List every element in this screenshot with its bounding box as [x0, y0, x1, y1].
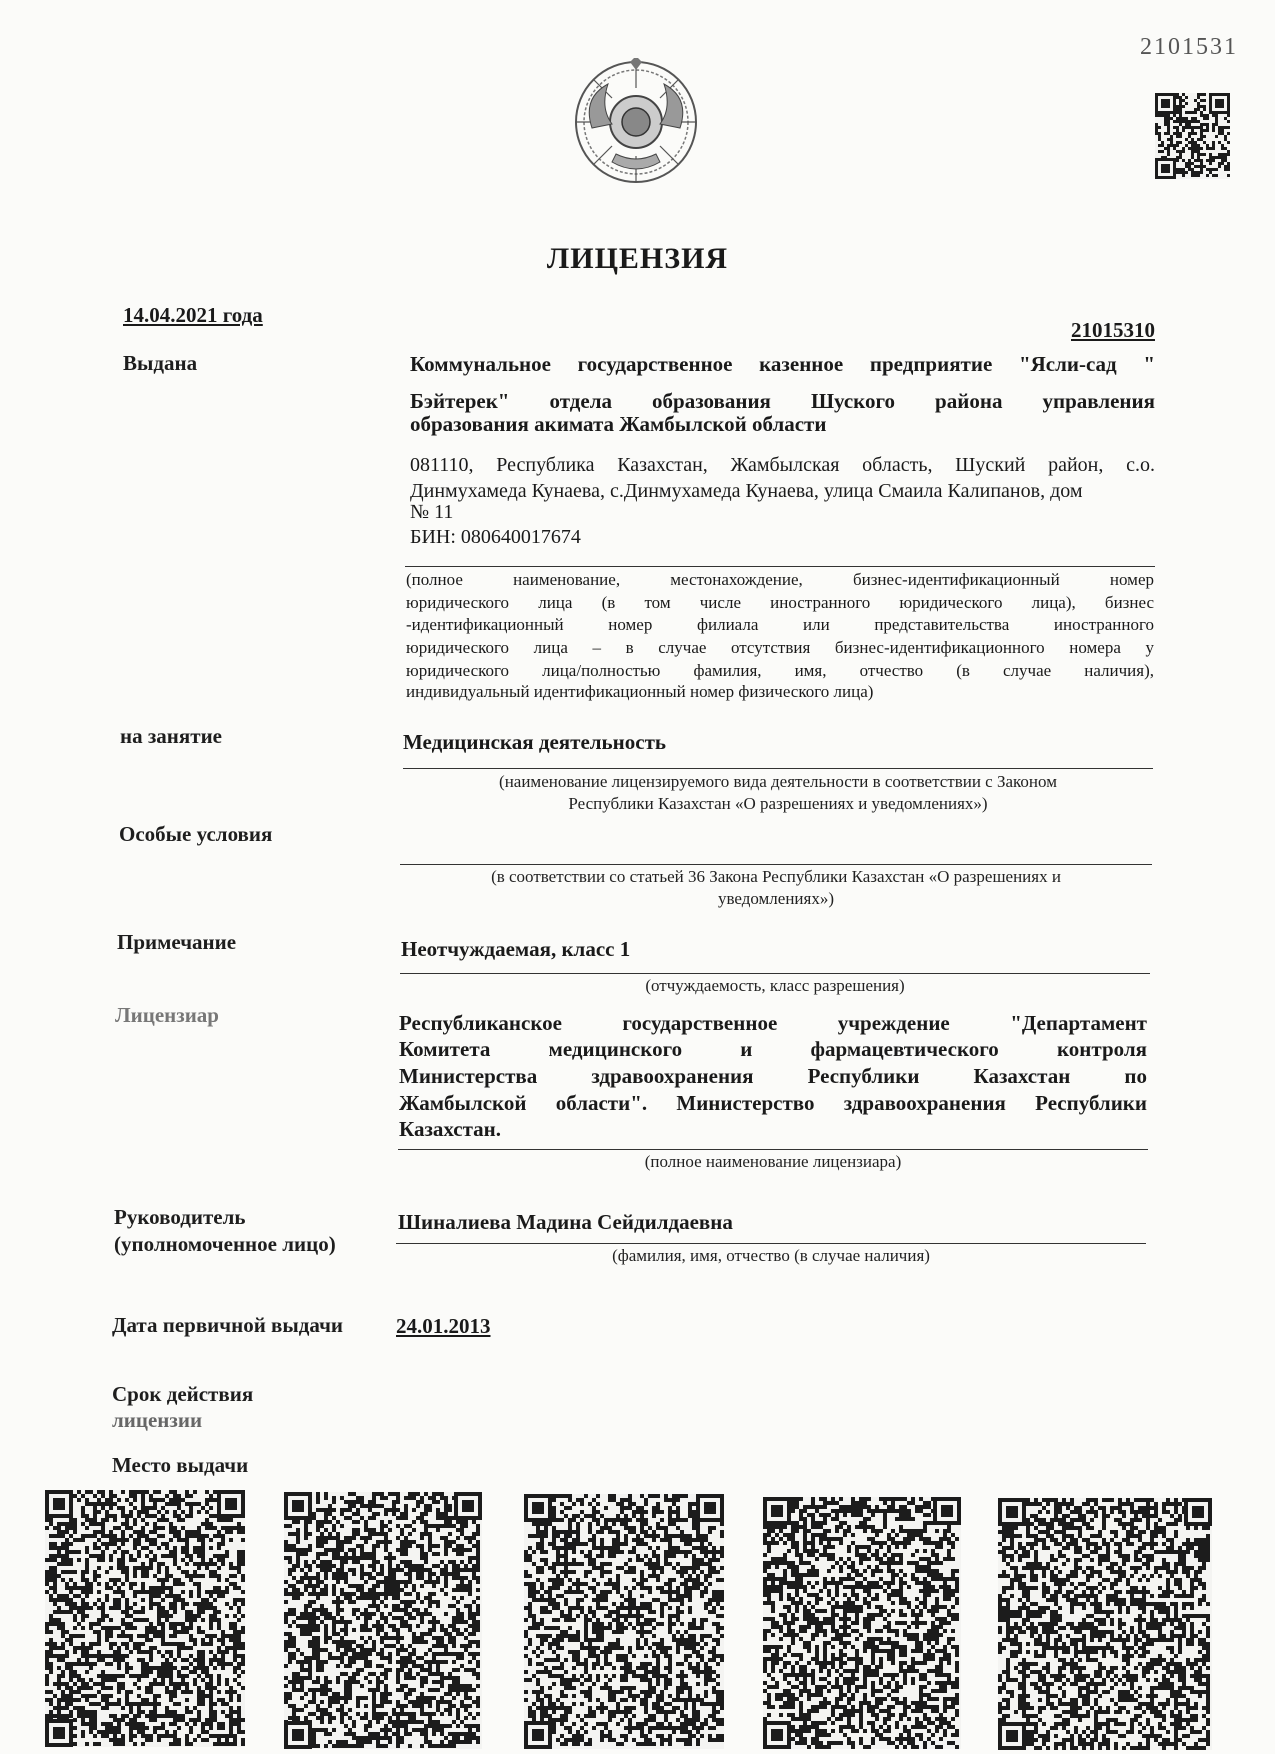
activity-value: Медицинская деятельность [403, 730, 666, 754]
conditions-label: Особые условия [119, 822, 273, 846]
note-rule [400, 973, 1150, 974]
head-caption: (фамилия, имя, отчество (в случае наличия) [612, 1246, 930, 1265]
issued-caption-line-1: (полное наименование, местонахождение, бизнес-идентификационный номер [406, 570, 1154, 589]
activity-caption-line-2: Республики Казахстан «О разрешениях и уведомлениях») [568, 794, 988, 813]
bottom-qr-code-3 [524, 1494, 724, 1749]
activity-rule [403, 768, 1153, 769]
licensor-rule [398, 1149, 1148, 1150]
licensor-line-2: Комитета медицинского и фармацевтического контроля [399, 1037, 1147, 1061]
activity-caption-line-1: (наименование лицензируемого вида деятельности в соответствии с Законом [499, 772, 1057, 791]
issued-name-line-1: Коммунальное государственное казенное предприятие "Ясли-сад " [410, 352, 1155, 376]
conditions-caption-line-2: уведомлениях») [717, 889, 835, 908]
issue-date: 14.04.2021 года [123, 303, 263, 327]
licensor-line-1: Республиканское государственное учреждение "Департамент [399, 1011, 1147, 1035]
head-label-line-1: Руководитель [114, 1205, 246, 1229]
issued-name-line-3: образования акимата Жамбылской области [410, 412, 827, 436]
issued-caption-line-5: юридического лица/полностью фамилия, имя, отчество (в случае наличия), [406, 661, 1154, 680]
issued-label: Выдана [123, 351, 198, 375]
licensor-line-5: Казахстан. [399, 1117, 502, 1141]
bottom-qr-code-1 [45, 1490, 245, 1747]
conditions-rule [400, 864, 1152, 865]
licensor-caption: (полное наименование лицензиара) [644, 1152, 902, 1171]
issued-caption-line-3: -идентификационный номер филиала или представительства иностранного [406, 615, 1154, 634]
bottom-qr-code-2 [284, 1492, 482, 1749]
validity-label-line-1: Срок действия [112, 1382, 254, 1406]
validity-label-line-2: лицензии [112, 1408, 203, 1432]
issued-rule [405, 566, 1155, 567]
bottom-qr-code-5 [998, 1498, 1212, 1750]
first-issue-value: 24.01.2013 [396, 1314, 491, 1338]
head-label-line-2: (уполномоченное лицо) [114, 1232, 336, 1256]
document-title: ЛИЦЕНЗИЯ [546, 242, 729, 275]
licensor-line-3: Министерства здравоохранения Республики Казахстан по [399, 1064, 1147, 1088]
place-label: Место выдачи [112, 1453, 249, 1477]
issued-address-line-3: № 11 [410, 501, 454, 523]
corner-number: 2101531 [1140, 34, 1238, 60]
issued-name-line-2: Бэйтерек" отдела образования Шуского района управления [410, 389, 1155, 413]
licensor-line-4: Жамбылской области". Министерство здравоохранения Республики [399, 1091, 1147, 1115]
issued-caption-line-4: юридического лица – в случае отсутствия бизнес-идентификационного номера у [406, 638, 1154, 657]
first-issue-label: Дата первичной выдачи [112, 1313, 344, 1337]
head-value: Шиналиева Мадина Сейдилдаевна [398, 1210, 733, 1234]
license-number: 21015310 [1071, 318, 1155, 342]
licensor-label: Лицензиар [115, 1003, 219, 1027]
activity-label: на занятие [120, 724, 222, 748]
issued-bin: БИН: 080640017674 [410, 526, 581, 548]
issued-caption-line-2: юридического лица (в том числе иностранного юридического лица), бизнес [406, 593, 1154, 612]
issued-caption-line-6: индивидуальный идентификационный номер физического лица) [406, 682, 874, 701]
note-value: Неотчуждаемая, класс 1 [401, 937, 631, 961]
note-caption: (отчуждаемость, класс разрешения) [645, 976, 905, 995]
issued-address-line-2: Динмухамеда Кунаева, с.Динмухамеда Кунаева, улица Смаила Калипанов, дом [410, 480, 1083, 502]
conditions-caption-line-1: (в соответствии со статьей 36 Закона Республики Казахстан «О разрешениях и [491, 867, 1061, 886]
state-emblem-icon [572, 58, 700, 186]
note-label: Примечание [117, 930, 237, 954]
issued-address-line-1: 081110, Республика Казахстан, Жамбылская область, Шуский район, с.о. [410, 454, 1155, 476]
top-qr-code [1155, 93, 1230, 179]
head-rule [396, 1243, 1146, 1244]
bottom-qr-code-4 [763, 1497, 961, 1749]
